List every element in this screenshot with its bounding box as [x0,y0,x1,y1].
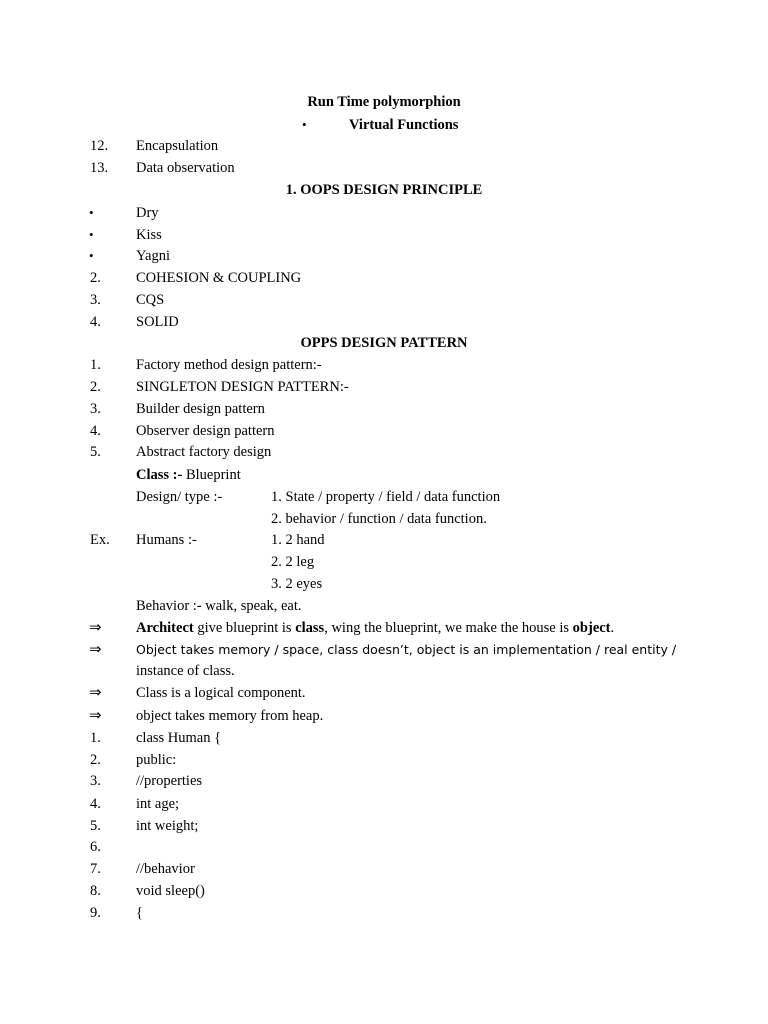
section-heading: OPPS DESIGN PATTERN [300,335,468,351]
list-text: Encapsulation [136,138,219,154]
arrow-text: object takes memory from heap. [136,708,324,724]
list-marker: 5. [90,444,101,460]
arrow-text: , wing the blueprint, we make the house is [324,620,573,636]
design-type-item: 1. State / property / field / data function [271,489,501,505]
subtitle: Virtual Functions [349,117,459,133]
code-line-number: 7. [90,861,101,877]
list-marker: 4. [90,423,101,439]
code-line-text: int weight; [136,818,199,834]
code-line-number: 3. [90,773,101,789]
list-text: Abstract factory design [136,444,272,460]
example-marker: Ex. [90,532,110,548]
arrow-text: Object takes memory / space, class doesn’t, object is an implementation / real entity / [136,642,677,657]
list-marker: 13. [90,160,109,176]
bullet-icon: • [89,248,94,263]
list-text: Kiss [136,227,162,243]
architect-word: Architect [136,620,194,636]
arrow-text: . [610,620,615,636]
section-heading: 1. OOPS DESIGN PRINCIPLE [285,182,483,198]
design-type-label: Design/ type :- [136,489,223,505]
list-marker: 1. [90,357,101,373]
arrow-icon: ⇒ [89,708,102,724]
list-text: Factory method design pattern:- [136,357,322,373]
example-item: 1. 2 hand [271,532,325,548]
code-line-text: void sleep() [136,883,205,899]
code-line-number: 9. [90,905,101,921]
list-text: Data observation [136,160,235,176]
list-text: COHESION & COUPLING [136,270,302,286]
code-line-text: int age; [136,796,180,812]
bullet-icon: • [89,205,94,220]
arrow-text: give blueprint is [193,620,296,636]
code-line-text: { [136,905,143,921]
arrow-icon: ⇒ [89,642,102,658]
code-line-number: 6. [90,839,101,855]
example-label: Humans :- [136,532,197,548]
example-item: 3. 2 eyes [271,576,323,592]
list-text: SOLID [136,314,179,330]
design-type-item: 2. behavior / function / data function. [271,511,487,527]
list-text: Observer design pattern [136,423,275,439]
list-text: Builder design pattern [136,401,265,417]
arrow-icon: ⇒ [89,685,102,701]
list-text: Yagni [136,248,170,264]
code-line-text: public: [136,752,177,768]
object-word: object [572,620,611,636]
list-text: Dry [136,205,159,221]
list-marker: 2. [90,379,101,395]
class-label: Class :- [136,467,183,483]
class-value: Blueprint [182,467,241,483]
example-item: 2. 2 leg [271,554,315,570]
list-text: CQS [136,292,165,308]
list-marker: 4. [90,314,101,330]
arrow-text: Class is a logical component. [136,685,306,701]
class-word: class [295,620,325,636]
bullet-icon: • [302,117,307,132]
code-line-text: //behavior [136,861,195,877]
code-line-number: 8. [90,883,101,899]
page-title: Run Time polymorphion [307,94,461,110]
code-line-number: 5. [90,818,101,834]
behavior-text: Behavior :- walk, speak, eat. [136,598,302,614]
list-marker: 12. [90,138,109,154]
code-line-text: class Human { [136,730,222,746]
code-line-number: 4. [90,796,101,812]
list-text: SINGLETON DESIGN PATTERN:- [136,379,349,395]
list-marker: 3. [90,401,101,417]
arrow-icon: ⇒ [89,620,102,636]
code-line-number: 1. [90,730,101,746]
list-marker: 3. [90,292,101,308]
code-line-text: //properties [136,773,203,789]
code-line-number: 2. [90,752,101,768]
arrow-text: instance of class. [136,663,235,679]
list-marker: 2. [90,270,101,286]
bullet-icon: • [89,227,94,242]
